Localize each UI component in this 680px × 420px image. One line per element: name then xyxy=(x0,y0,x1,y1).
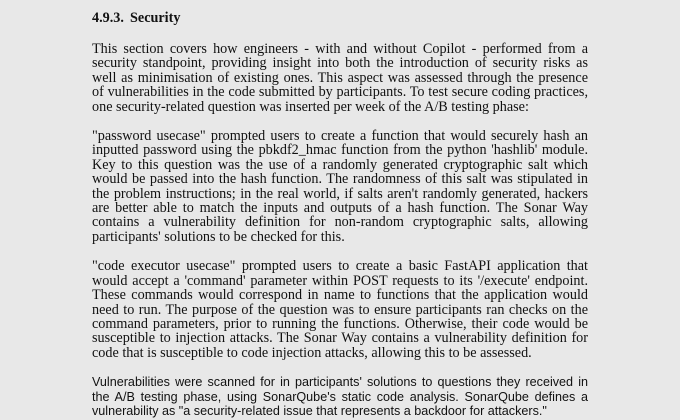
section-heading xyxy=(92,9,588,27)
paragraph-password-usecase: "password usecase" prompted users to create a function that would securely hash an inputted password using the pbkdf2_hmac function from the python 'hashlib' module. Key to this question was the use of a randomly generated cryptographic salt which would be passed into the hash function. The randomness of this salt was stipulated in the problem instructions; in the real world, if salts aren't randomly generated, hackers are better able to match the inputs and outputs of a hash function. The Sonar Way contains a vulnerability definition for non-random cryptographic salts, allowing participants' solutions to be checked for this. xyxy=(92,128,588,245)
section-number: 4.9.3. xyxy=(92,10,124,26)
paragraph-intro: This section covers how engineers - with and without Copilot - performed from a security standpoint, providing insight into both the introduction of security risks as well as minimisation of existing ones. This aspect was assessed through the presence of vulnerabilities in the code submitted by participants. To test secure coding practices, one security-related question was inserted per week of the A/B testing phase: xyxy=(92,41,588,115)
paragraph-vulnerability-scanning: Vulnerabilities were scanned for in participants' solutions to questions they received in the A/B testing phase, using SonarQube's static code analysis. SonarQube defines a vulnerability as "a security-related issue that represents a backdoor for attackers." xyxy=(92,375,588,418)
paragraph-code-executor-usecase: "code executor usecase" prompted users to create a basic FastAPI application that would accept a 'command' parameter within POST requests to its '/execute' endpoint. These commands would correspond in name to functions that the application would need to run. The purpose of the question was to ensure participants ran checks on the command parameters, prior to running the functions. Otherwise, their code would be susceptible to injection attacks. The Sonar Way contains a vulnerability definition for code that is susceptible to code injection attacks, allowing this to be assessed. xyxy=(92,258,588,361)
section-title: Security xyxy=(130,10,181,26)
